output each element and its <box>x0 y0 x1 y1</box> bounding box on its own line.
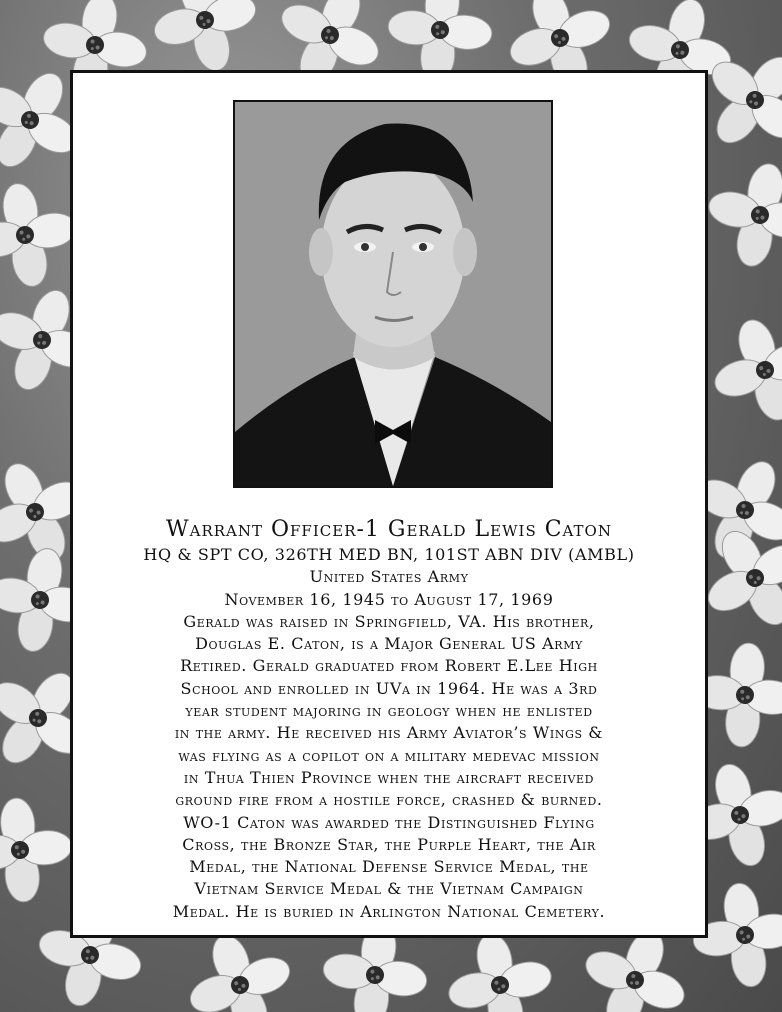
bio-line: Retired. Gerald graduated from Robert E.Lee High <box>180 656 598 676</box>
bio-line: School and enrolled in UVa in 1964. He was a 3rd <box>180 678 598 698</box>
portrait-photo <box>233 100 553 488</box>
bio-line: ground fire from a hostile force, crashed & burned. <box>175 790 603 810</box>
bio-line: in Thua Thien Province when the aircraft received <box>183 767 595 787</box>
memorial-panel <box>70 70 708 938</box>
bio-line: year student majoring in geology when he enlisted <box>185 701 593 721</box>
bio-line: was flying as a copilot on a military medevac mission <box>178 745 600 765</box>
bio-line: Medal. He is buried in Arlington National Cemetery. <box>172 901 606 921</box>
bio-line: in the army. He received his Army Aviator’s Wings & <box>174 723 604 743</box>
bio-line: Cross, the Bronze Star, the Purple Heart, the Air <box>182 834 596 854</box>
branch-line: United States Army <box>309 567 469 587</box>
bio-line: Vietnam Service Medal & the Vietnam Campaign <box>194 879 584 899</box>
dates-line: November 16, 1945 to August 17, 1969 <box>224 589 554 609</box>
bio-line: Douglas E. Caton, is a Major General US Army <box>195 634 583 654</box>
bio-line: Gerald was raised in Springfield, VA. His brother, <box>183 611 595 631</box>
unit-line: HQ & SPT CO, 326TH MED BN, 101ST ABN DIV (AMBL) <box>143 545 635 564</box>
memorial-text <box>83 516 695 923</box>
honoree-name: Warrant Officer-1 Gerald Lewis Caton <box>166 517 612 542</box>
bio-line: WO-1 Caton was awarded the Distinguished Flying <box>183 812 595 832</box>
bio-line: Medal, the National Defense Service Medal, the <box>189 857 589 877</box>
